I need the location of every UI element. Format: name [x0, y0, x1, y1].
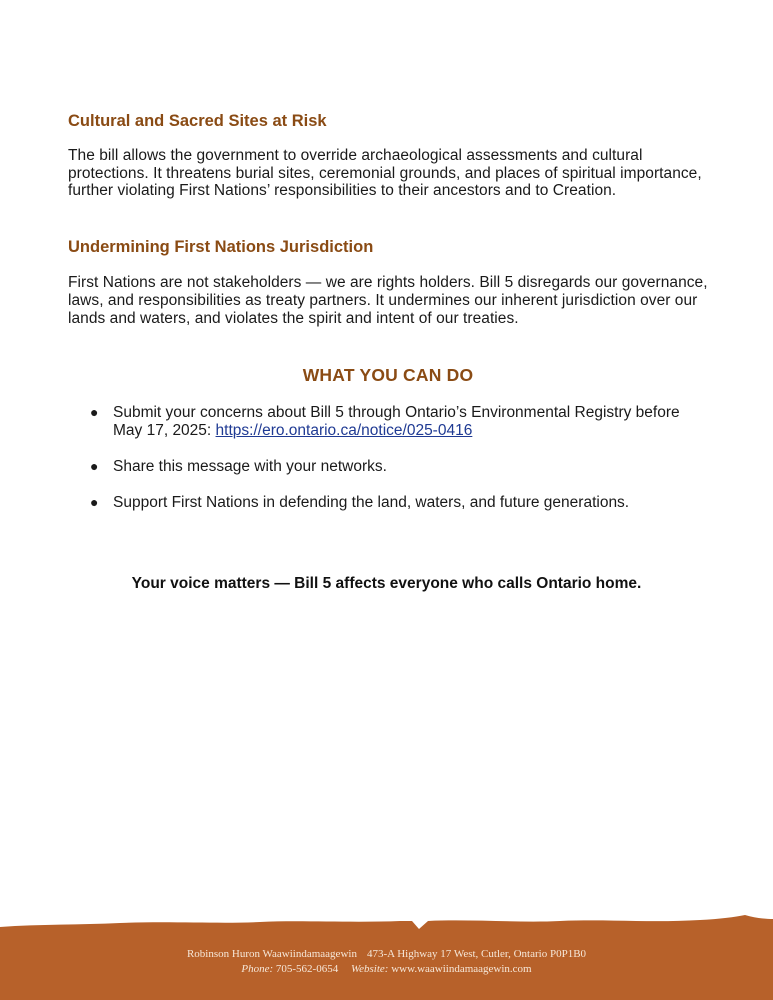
- section-paragraph: The bill allows the government to override archaeological assessments and cultural protections. It threatens burial sites, ceremonial grounds, and places of spiritual importance, further violating First Nations’ responsibilities to their ancestors and to Creation.: [68, 147, 702, 200]
- organization-name: Robinson Huron Waawiindamaagewin: [186, 948, 357, 960]
- list-item-text: Submit your concerns about Bill 5 through Ontario’s Environmental Registry before May 17, 2025:: [113, 404, 680, 439]
- section-jurisdiction: [68, 236, 708, 327]
- website[interactable]: www.waawiindamaagewin.com: [391, 963, 532, 975]
- phone-number: 705-562-0654: [275, 963, 339, 975]
- list-item: [68, 494, 708, 512]
- section-heading: Undermining First Nations Jurisdiction: [68, 238, 374, 257]
- bullet-icon: ●: [90, 458, 99, 475]
- footer-address-line: [0, 947, 773, 961]
- list-item: [68, 458, 708, 476]
- section-paragraph: First Nations are not stakeholders — we are rights holders. Bill 5 disregards our governance, laws, and responsibilities as treaty partners. It undermines our inherent jurisdiction over our lands and waters, and violates the spirit and intent of our treaties.: [68, 274, 708, 327]
- footer-banner: [0, 915, 773, 1000]
- action-list: [68, 404, 708, 512]
- website-label: Website:: [350, 963, 389, 975]
- list-item-text: Share this message with your networks.: [113, 458, 387, 476]
- call-to-action-title: WHAT YOU CAN DO: [302, 365, 474, 386]
- list-item: [68, 404, 708, 439]
- footer-contact-line: [0, 962, 773, 976]
- phone-label: Phone:: [241, 963, 274, 975]
- section-heading: Cultural and Sacred Sites at Risk: [68, 112, 327, 130]
- closing-statement: Your voice matters — Bill 5 affects everyone who calls Ontario home.: [131, 575, 642, 592]
- document-body: [68, 110, 708, 531]
- bullet-icon: ●: [90, 494, 99, 511]
- list-item-text: Support First Nations in defending the land, waters, and future generations.: [113, 494, 630, 512]
- ero-notice-link[interactable]: https://ero.ontario.ca/notice/025-0416: [215, 421, 473, 439]
- section-cultural-sites: [68, 110, 708, 200]
- address: 473-A Highway 17 West, Cutler, Ontario P0P1B0: [366, 948, 587, 960]
- bullet-icon: ●: [90, 404, 99, 421]
